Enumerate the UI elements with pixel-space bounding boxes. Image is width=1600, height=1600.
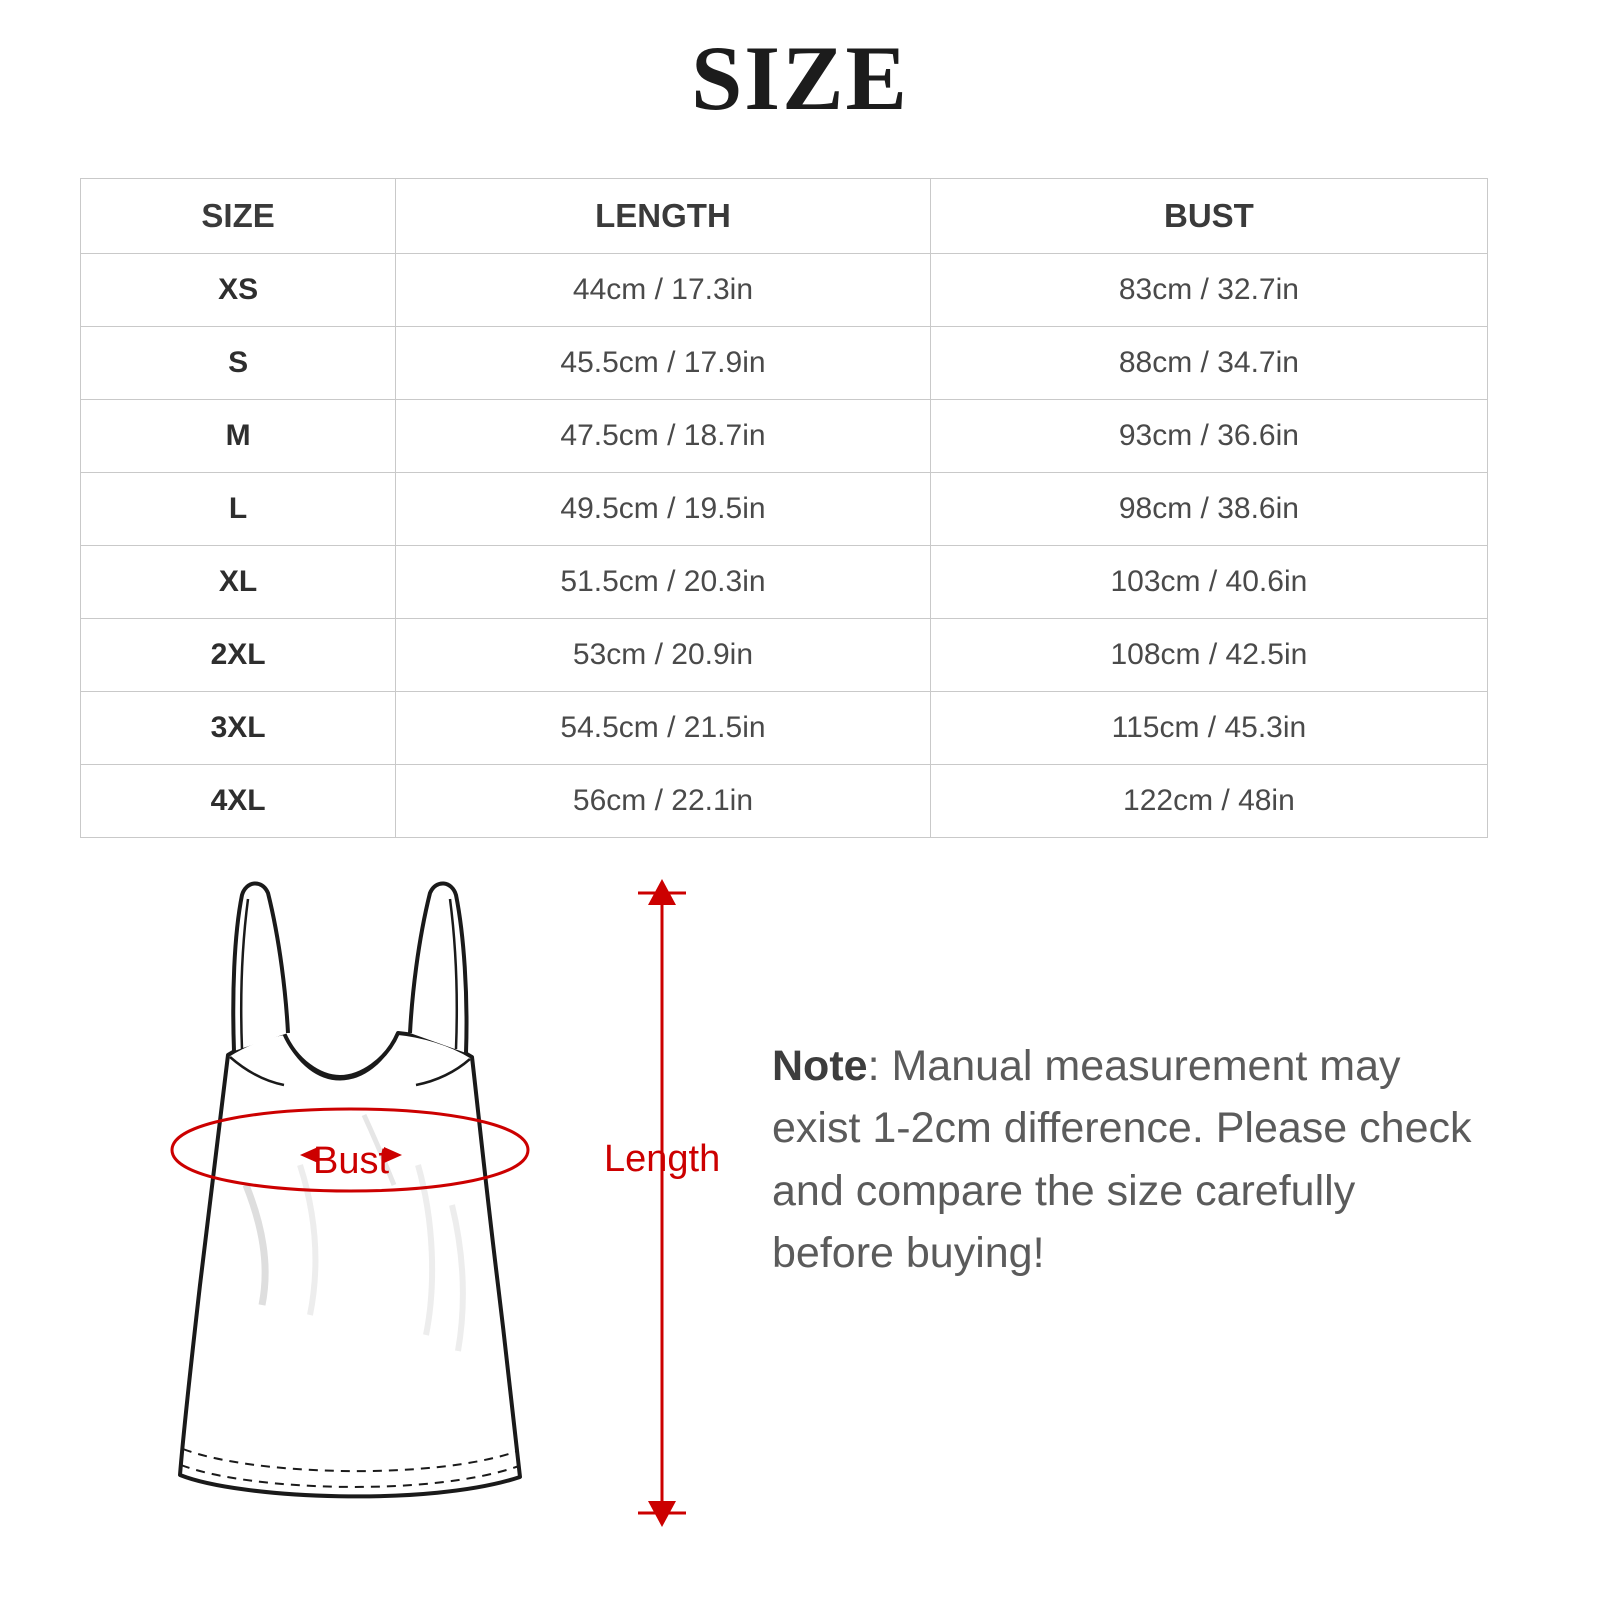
size-table-container xyxy=(80,178,1488,838)
cell-length: 51.5cm / 20.3in xyxy=(396,546,931,619)
cell-length: 53cm / 20.9in xyxy=(396,619,931,692)
table-row xyxy=(81,692,1488,765)
note-prefix: Note xyxy=(772,1042,868,1090)
note-body: : Manual measurement may exist 1-2cm difference. Please check and compare the size carefully before buying! xyxy=(772,1042,1472,1278)
table-row xyxy=(81,619,1488,692)
cell-size: 2XL xyxy=(81,619,396,692)
cell-bust: 108cm / 42.5in xyxy=(930,619,1487,692)
table-row xyxy=(81,254,1488,327)
cell-bust: 122cm / 48in xyxy=(930,765,1487,838)
cell-size: 3XL xyxy=(81,692,396,765)
cell-size: S xyxy=(81,327,396,400)
cell-size: XL xyxy=(81,546,396,619)
table-row xyxy=(81,327,1488,400)
cell-length: 44cm / 17.3in xyxy=(396,254,931,327)
cell-length: 49.5cm / 19.5in xyxy=(396,473,931,546)
note-text xyxy=(772,1035,1484,1284)
cell-bust: 88cm / 34.7in xyxy=(930,327,1487,400)
column-header-size: SIZE xyxy=(81,179,396,254)
cell-bust: 93cm / 36.6in xyxy=(930,400,1487,473)
camisole-illustration-icon xyxy=(150,865,750,1585)
column-header-bust: BUST xyxy=(930,179,1487,254)
cell-bust: 115cm / 45.3in xyxy=(930,692,1487,765)
table-row xyxy=(81,765,1488,838)
cell-length: 45.5cm / 17.9in xyxy=(396,327,931,400)
column-header-length: LENGTH xyxy=(396,179,931,254)
table-row xyxy=(81,400,1488,473)
cell-size: 4XL xyxy=(81,765,396,838)
cell-size: L xyxy=(81,473,396,546)
table-row xyxy=(81,546,1488,619)
size-table xyxy=(80,178,1488,838)
cell-size: XS xyxy=(81,254,396,327)
cell-bust: 103cm / 40.6in xyxy=(930,546,1487,619)
table-row xyxy=(81,473,1488,546)
cell-size: M xyxy=(81,400,396,473)
cell-bust: 98cm / 38.6in xyxy=(930,473,1487,546)
page-title: SIZE xyxy=(691,27,909,129)
length-measurement-label: Length xyxy=(604,1138,721,1180)
cell-bust: 83cm / 32.7in xyxy=(930,254,1487,327)
cell-length: 56cm / 22.1in xyxy=(396,765,931,838)
table-header-row xyxy=(81,179,1488,254)
bust-measurement-label: Bust xyxy=(313,1140,390,1182)
cell-length: 54.5cm / 21.5in xyxy=(396,692,931,765)
cell-length: 47.5cm / 18.7in xyxy=(396,400,931,473)
